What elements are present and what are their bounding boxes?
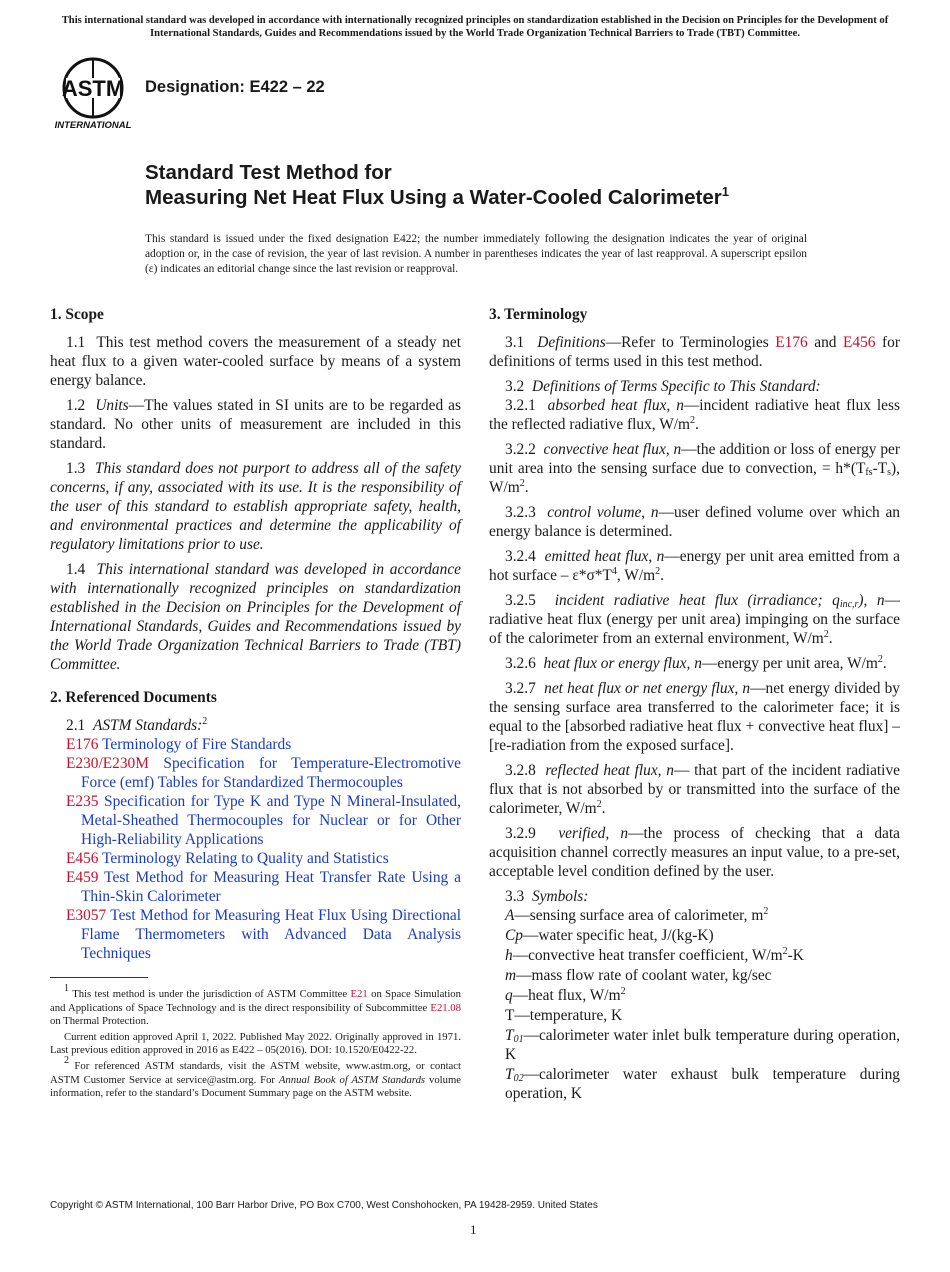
symbol-h: h—convective heat transfer coefficient, $W/m^2-K$ — [505, 946, 804, 964]
symbol-q: q—heat flux, $W/m^2$ — [505, 986, 626, 1004]
footnote-2: $^2$ For referenced ASTM standards, visit the ASTM website, www.astm.org, or contact ASTM Customer Service at service@astm.org. For Annual Book of ASTM Standards volume information, refer to the standard’s Document Summary page on the ASTM website. — [50, 1054, 462, 1100]
ref-e176[interactable]: E176 Terminology of Fire Standards — [66, 736, 292, 753]
section-scope-heading: 1. Scope — [50, 306, 104, 323]
link-e456[interactable]: E456 — [843, 334, 876, 351]
def-3-2-9: 3.2.9 verified, n—the process of checking that a data acquisition channel correctly measures an input value, to a pre-set, acceptable level condition defined by the user. — [489, 825, 900, 880]
footnotes — [50, 983, 462, 1103]
logo-text: ASTM — [61, 76, 125, 101]
right-column — [489, 305, 900, 1104]
page-number: 1 — [470, 1222, 477, 1237]
footnote-1: $^1$ This test method is under the jurisdiction of ASTM Committee E21 on Space Simulation and Applications of Space Technology and is the direct responsibility of Subcommittee E21.08 on Thermal Protection. — [50, 983, 461, 1028]
footnote-rule — [50, 977, 148, 978]
section-refdocs-heading: 2. Referenced Documents — [50, 689, 217, 706]
def-3-2-2: 3.2.2 convective heat flux, n—the addition or loss of energy per unit area into the sensing surface due to convection, = $h*(T_{fs}-T_s)$, $W/m^2$. — [489, 441, 901, 496]
astm-logo — [52, 56, 134, 132]
symbol-t02: $T_{02}—calorimeter$ water exhaust bulk temperature during operation, K — [505, 1066, 900, 1102]
logo-subtext: INTERNATIONAL — [54, 120, 132, 131]
title-line-1: Standard Test Method for — [145, 161, 392, 184]
symbol-t01: $T_{01}—calorimeter$ water inlet bulk temperature during operation, K — [505, 1027, 900, 1063]
ref-e3057[interactable]: E3057 Test Method for Measuring Heat Flux Using Directional Flame Thermometers with Advanced Data Analysis Techniques — [66, 907, 462, 962]
term-3-1: 3.1 Definitions—Refer to Terminologies E176 and E456 for definitions of terms used in this test method. — [489, 334, 900, 370]
def-3-2-8: 3.2.8 reflected heat flux, n— that part of the incident radiative flux that is not absorbed by or transmitted into the surface of the calorimeter, $W/m^2$. — [489, 762, 900, 817]
copyright: Copyright © ASTM International, 100 Barr Harbor Drive, PO Box C700, West Conshohocken, PA 19428-2959. United States — [50, 1200, 598, 1211]
scope-1-4: 1.4 This international standard was developed in accordance with internationally recognized principles on standardization established in the Decision on Principles for the Development of International Standards, Guides and Recommendations issued by the World Trade Organization Technical Barriers to Trade (TBT) Committee. — [50, 561, 461, 673]
symbol-m: m—mass flow rate of coolant water, kg/sec — [505, 967, 772, 984]
symbol-cp: Cp—water specific heat, J/(kg-K) — [505, 927, 714, 944]
def-3-2-1: 3.2.1 absorbed heat flux, n—incident radiative heat flux less the reflected radiative flux, $W/m^2$. — [489, 397, 900, 433]
refdocs-intro: 2.1 ASTM Standards:$^2$ — [66, 716, 208, 734]
def-3-2-6: 3.2.6 heat flux or energy flux, n—energy per unit area, $W/m^2$. — [505, 654, 887, 672]
link-e21-08[interactable]: E21.08 — [430, 1001, 461, 1014]
tbt-notice: This international standard was developed in accordance with internationally recognized principles on standardization established in the Decision on Principles for the Development of International Standards, Guides and Recommendations issued by the World Trade Organization Technical Barriers to Trade (TBT) Committee. — [61, 15, 889, 39]
term-3-3: 3.3 Symbols: — [505, 888, 589, 905]
title-line-2: Measuring Net Heat Flux Using a Water-Cooled Calorimeter$^1$ — [145, 184, 729, 209]
link-e176[interactable]: E176 — [775, 334, 808, 351]
symbol-a: A—sensing surface area of calorimeter, $m^2$ — [505, 906, 769, 924]
footnote-1-edition: Current edition approved April 1, 2022. Published May 2022. Originally approved in 1971. Last previous edition approved in 2016 as E422 – 05(2016). DOI: 10.1520/E0422-22. — [50, 1030, 461, 1057]
left-column — [50, 305, 461, 963]
symbol-t: T—temperature, K — [505, 1007, 623, 1024]
def-3-2-7: 3.2.7 net heat flux or net energy flux, n—net energy divided by the sensing surface area transferred to the calorimeter face; it is equal to the [absorbed radiative heat flux + convective heat flux] – [re-radiation from the exposed surface]. — [489, 680, 900, 754]
def-3-2-4: 3.2.4 emitted heat flux, n—energy per unit area emitted from a hot surface – $\varepsilon*\sigma*T^4$, $W/m^2$. — [489, 548, 900, 584]
ref-e459[interactable]: E459 Test Method for Measuring Heat Transfer Rate Using a Thin-Skin Calorimeter — [66, 869, 461, 905]
section-terminology-heading: 3. Terminology — [489, 306, 588, 323]
link-e21[interactable]: E21 — [350, 988, 368, 1000]
scope-1-3: 1.3 This standard does not purport to address all of the safety concerns, if any, associated with its use. It is the responsibility of the user of this standard to establish appropriate safety, health, and environmental practices and determine the applicability of regulatory limitations prior to use. — [50, 460, 461, 553]
scope-1-2: 1.2 Units—The values stated in SI units are to be regarded as standard. No other units of measurement are included in this standard. — [50, 397, 461, 452]
ref-e230[interactable]: E230/E230M Specification for Temperature-Electromotive Force (emf) Tables for Standardized Thermocouples — [66, 755, 461, 791]
issuance-statement: This standard is issued under the fixed designation E422; the number immediately following the designation indicates the year of original adoption or, in the case of revision, the year of last revision. A number in parentheses indicates the year of last reapproval. A superscript epsilon (ε) indicates an editorial change since the last revision or reapproval. — [145, 233, 807, 275]
scope-1-1: 1.1 This test method covers the measurement of a steady net heat flux to a given water-cooled surface by means of a system energy balance. — [50, 334, 461, 389]
ref-e235[interactable]: E235 Specification for Type K and Type N Mineral-Insulated, Metal-Sheathed Thermocouples for Nuclear or for Other High-Reliability Applications — [66, 793, 461, 848]
designation: Designation: E422 – 22 — [145, 78, 325, 96]
def-3-2-5: 3.2.5 incident radiative heat flux (irradiance; $q_{inc,r}$), n—radiative heat flux (energy per unit area) impinging on the surface of the calorimeter from an external environment, $W/m^2$. — [489, 592, 900, 647]
def-3-2-3: 3.2.3 control volume, n—user defined volume over which an energy balance is determined. — [489, 504, 900, 540]
document-title — [145, 160, 865, 210]
title-footnote-mark[interactable]: 1 — [721, 184, 729, 199]
term-3-2: 3.2 Definitions of Terms Specific to This Standard: — [505, 378, 821, 395]
ref-e456[interactable]: E456 Terminology Relating to Quality and Statistics — [66, 850, 389, 867]
astm-logo-icon — [52, 56, 134, 132]
